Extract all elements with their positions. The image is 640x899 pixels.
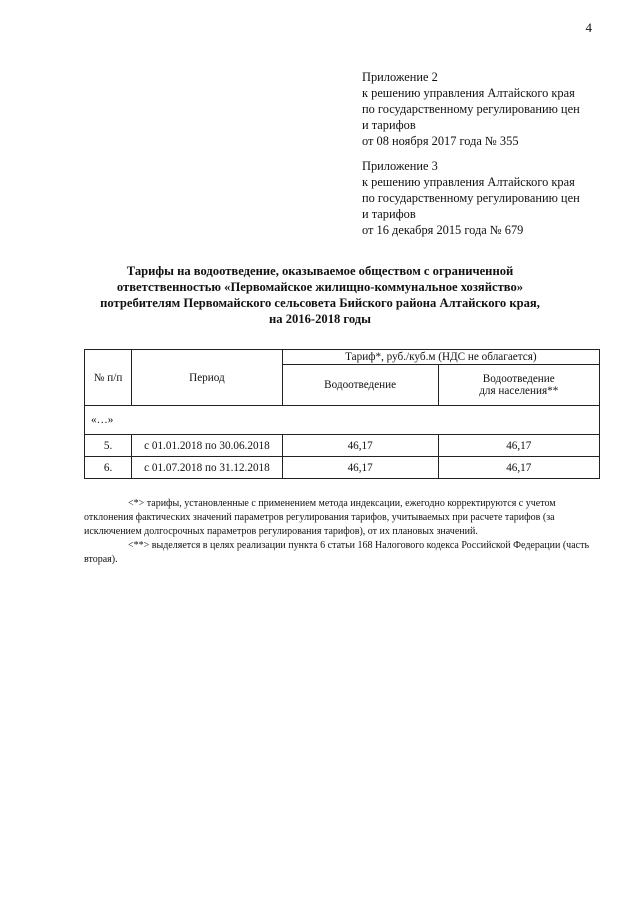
- row-num: 5.: [85, 435, 132, 457]
- appendix-2-line: от 08 ноября 2017 года № 355: [362, 134, 519, 148]
- row-sewerage-value: 46,17: [282, 435, 438, 457]
- appendix-3-block: [362, 158, 602, 238]
- document-title: [90, 263, 550, 327]
- appendix-3-line: по государственному регулированию цен: [362, 191, 580, 205]
- appendix-2-line: и тарифов: [362, 118, 416, 132]
- header-sewerage-population-line1: Водоотведение: [482, 373, 555, 385]
- appendix-2-line: к решению управления Алтайского края: [362, 86, 575, 100]
- appendix-3-line: Приложение 3: [362, 159, 438, 173]
- header-period: Период: [132, 350, 283, 406]
- title-line: потребителям Первомайского сельсовета Бийского района Алтайского края,: [100, 296, 540, 310]
- tariff-table: [84, 349, 600, 479]
- row-population-value: 46,17: [438, 435, 599, 457]
- appendix-3-line: и тарифов: [362, 207, 416, 221]
- row-period: с 01.01.2018 по 30.06.2018: [132, 435, 283, 457]
- appendix-2-line: по государственному регулированию цен: [362, 102, 580, 116]
- appendix-3-line: к решению управления Алтайского края: [362, 175, 575, 189]
- header-num: № п/п: [85, 350, 132, 406]
- appendix-3-line: от 16 декабря 2015 года № 679: [362, 223, 524, 237]
- table-ellipsis-row: [85, 406, 600, 435]
- appendix-2-line: Приложение 2: [362, 70, 438, 84]
- table-row: [85, 435, 600, 457]
- row-population-value: 46,17: [438, 457, 599, 479]
- title-line: на 2016-2018 годы: [269, 312, 371, 326]
- footnote-2: <**> выделяется в целях реализации пункта 6 статьи 168 Налогового кодекса Российской Федерации (часть вторая).: [84, 540, 590, 565]
- header-sewerage-population: [438, 365, 599, 406]
- row-sewerage-value: 46,17: [282, 457, 438, 479]
- ellipsis-cell: «…»: [85, 406, 600, 435]
- table-header-row: [85, 350, 600, 365]
- footnotes: [84, 497, 600, 567]
- row-num: 6.: [85, 457, 132, 479]
- row-period: с 01.07.2018 по 31.12.2018: [132, 457, 283, 479]
- header-sewerage: Водоотведение: [282, 365, 438, 406]
- title-line: Тарифы на водоотведение, оказываемое обществом с ограниченной: [126, 264, 514, 278]
- title-line: ответственностью «Первомайское жилищно-коммунальное хозяйство»: [116, 280, 524, 294]
- footnote-1: <*> тарифы, установленные с применением метода индексации, ежегодно корректируются с учетом отклонения фактических значений параметров регулирования тарифов, учитываемых при расчете тарифов (за исключением долгосрочных параметров регулирования тарифов), от их плановых значений.: [84, 498, 556, 537]
- page-number: 4: [585, 20, 592, 35]
- header-tariff-group: Тариф*, руб./куб.м (НДС не облагается): [282, 350, 599, 365]
- table-row: [85, 457, 600, 479]
- header-sewerage-population-line2: для населения**: [479, 385, 559, 397]
- appendix-2-block: [362, 69, 602, 149]
